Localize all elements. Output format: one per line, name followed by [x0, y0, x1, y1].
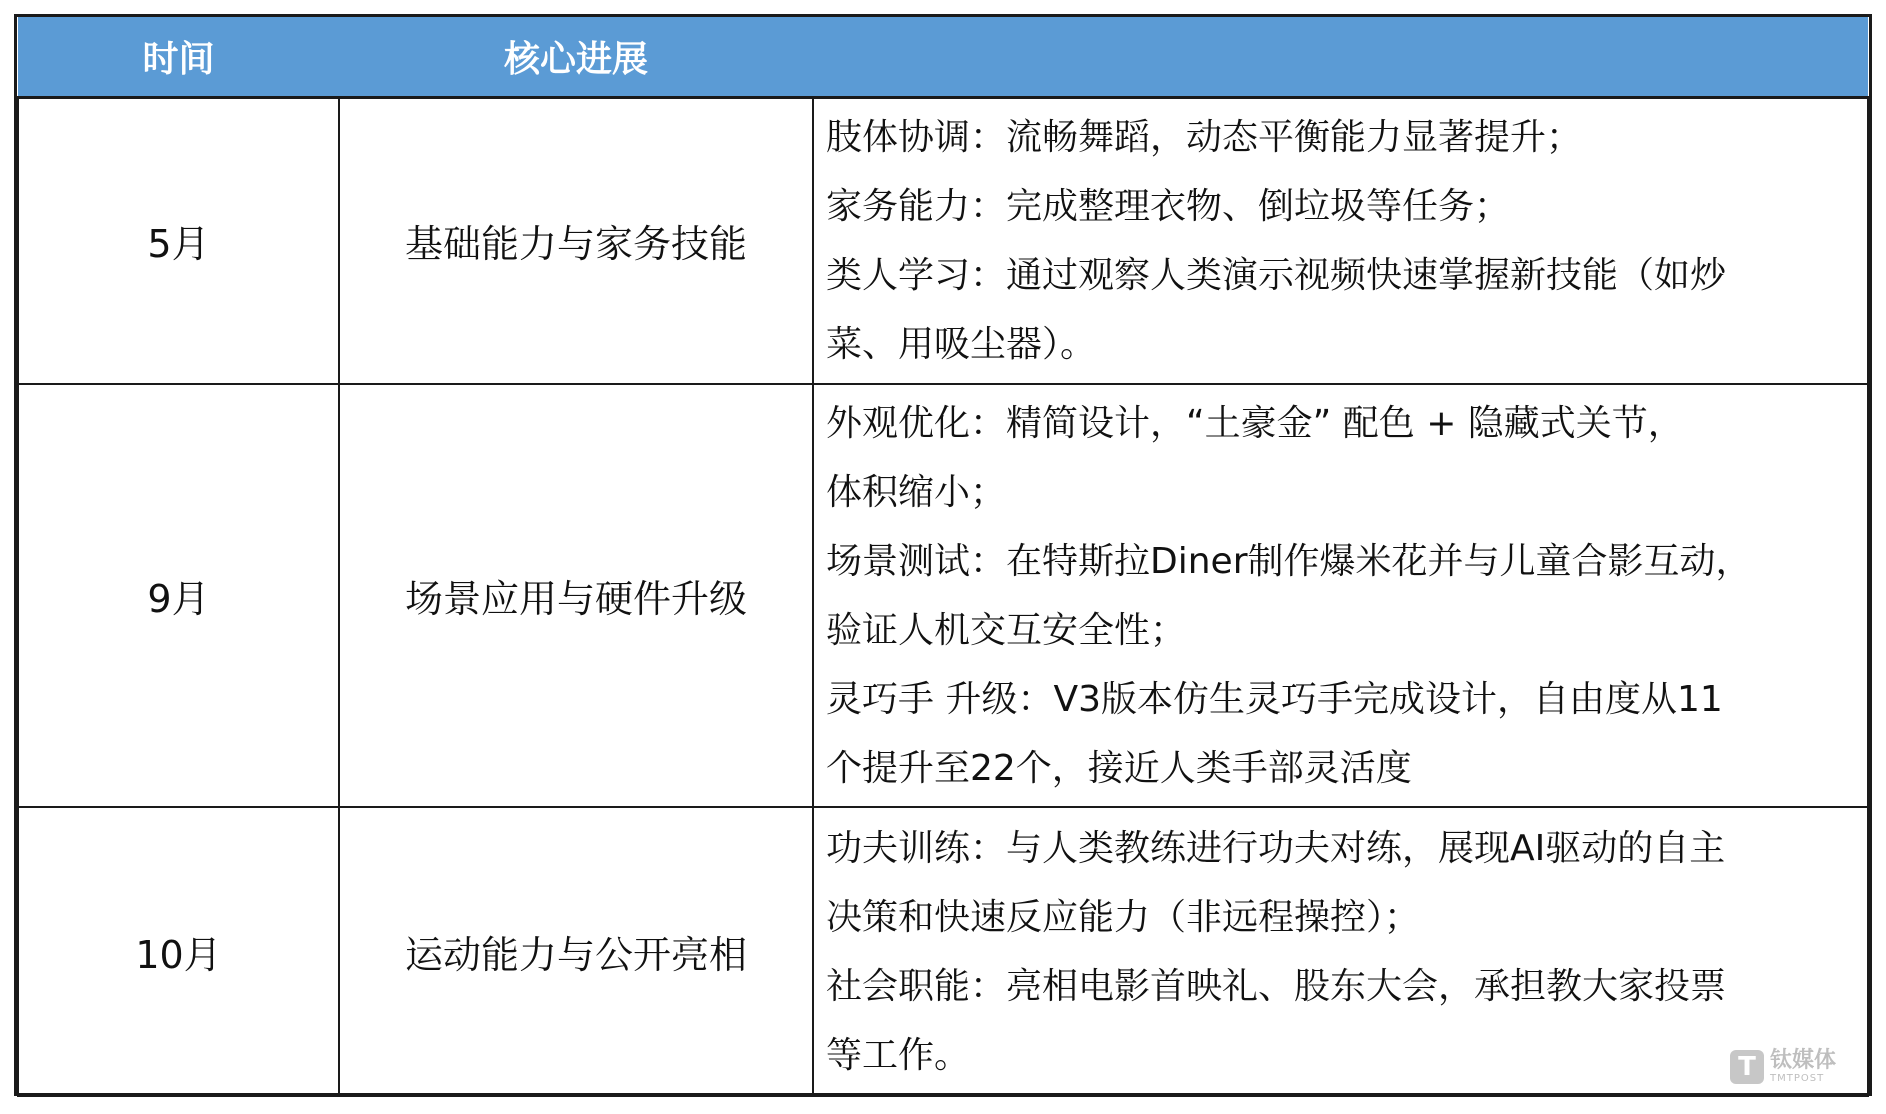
- header-core-progress: 核心进展: [339, 17, 813, 97]
- detail-line: 外观优化：精简设计，“土豪金” 配色 + 隐藏式关节，: [826, 402, 1684, 444]
- detail-cell: [813, 384, 1868, 807]
- detail-line: 功夫训练：与人类教练进行功夫对练，展现AI驱动的自主: [826, 827, 1726, 869]
- table-header-row: [18, 17, 1868, 97]
- progress-table-frame: [14, 14, 1872, 1096]
- core-progress-cell: 运动能力与公开亮相: [339, 807, 813, 1096]
- detail-line: 等工作。: [826, 1034, 971, 1076]
- table-row: [18, 807, 1868, 1096]
- time-cell: 9月: [18, 384, 339, 807]
- watermark-cn: 钛媒体: [1769, 1048, 1836, 1073]
- watermark-en: TMTPOST: [1769, 1073, 1825, 1084]
- tmtpost-logo-icon: T: [1730, 1050, 1764, 1084]
- time-cell: 5月: [18, 97, 339, 384]
- table-row: [18, 97, 1868, 384]
- detail-line: 类人学习：通过观察人类演示视频快速掌握新技能（如炒: [826, 254, 1727, 296]
- detail-line: 体积缩小；: [826, 471, 1007, 513]
- time-cell: 10月: [18, 807, 339, 1096]
- header-details: [813, 17, 1868, 97]
- progress-table: [17, 17, 1869, 1097]
- detail-line: 场景测试：在特斯拉Diner制作爆米花并与儿童合影互动，: [826, 540, 1752, 582]
- detail-line: 社会职能：亮相电影首映礼、股东大会，承担教大家投票: [826, 965, 1727, 1007]
- detail-line: 验证人机交互安全性；: [826, 609, 1187, 651]
- detail-line: 菜、用吸尘器）。: [826, 323, 1097, 365]
- detail-line: 个提升至22个，接近人类手部灵活度: [826, 747, 1412, 789]
- watermark-text: [1770, 1050, 1836, 1084]
- detail-cell: [813, 807, 1868, 1096]
- tmtpost-watermark: [1730, 1050, 1836, 1084]
- detail-line: 决策和快速反应能力（非远程操控）；: [826, 896, 1421, 938]
- core-progress-cell: 基础能力与家务技能: [339, 97, 813, 384]
- detail-line: 家务能力：完成整理衣物、倒垃圾等任务；: [826, 185, 1511, 227]
- detail-cell: [813, 97, 1868, 384]
- table-row: [18, 384, 1868, 807]
- core-progress-cell: 场景应用与硬件升级: [339, 384, 813, 807]
- header-time: 时间: [18, 17, 339, 97]
- detail-line: 肢体协调：流畅舞蹈，动态平衡能力显著提升；: [826, 116, 1583, 158]
- detail-line: 灵巧手 升级：V3版本仿生灵巧手完成设计，自由度从11: [826, 678, 1723, 720]
